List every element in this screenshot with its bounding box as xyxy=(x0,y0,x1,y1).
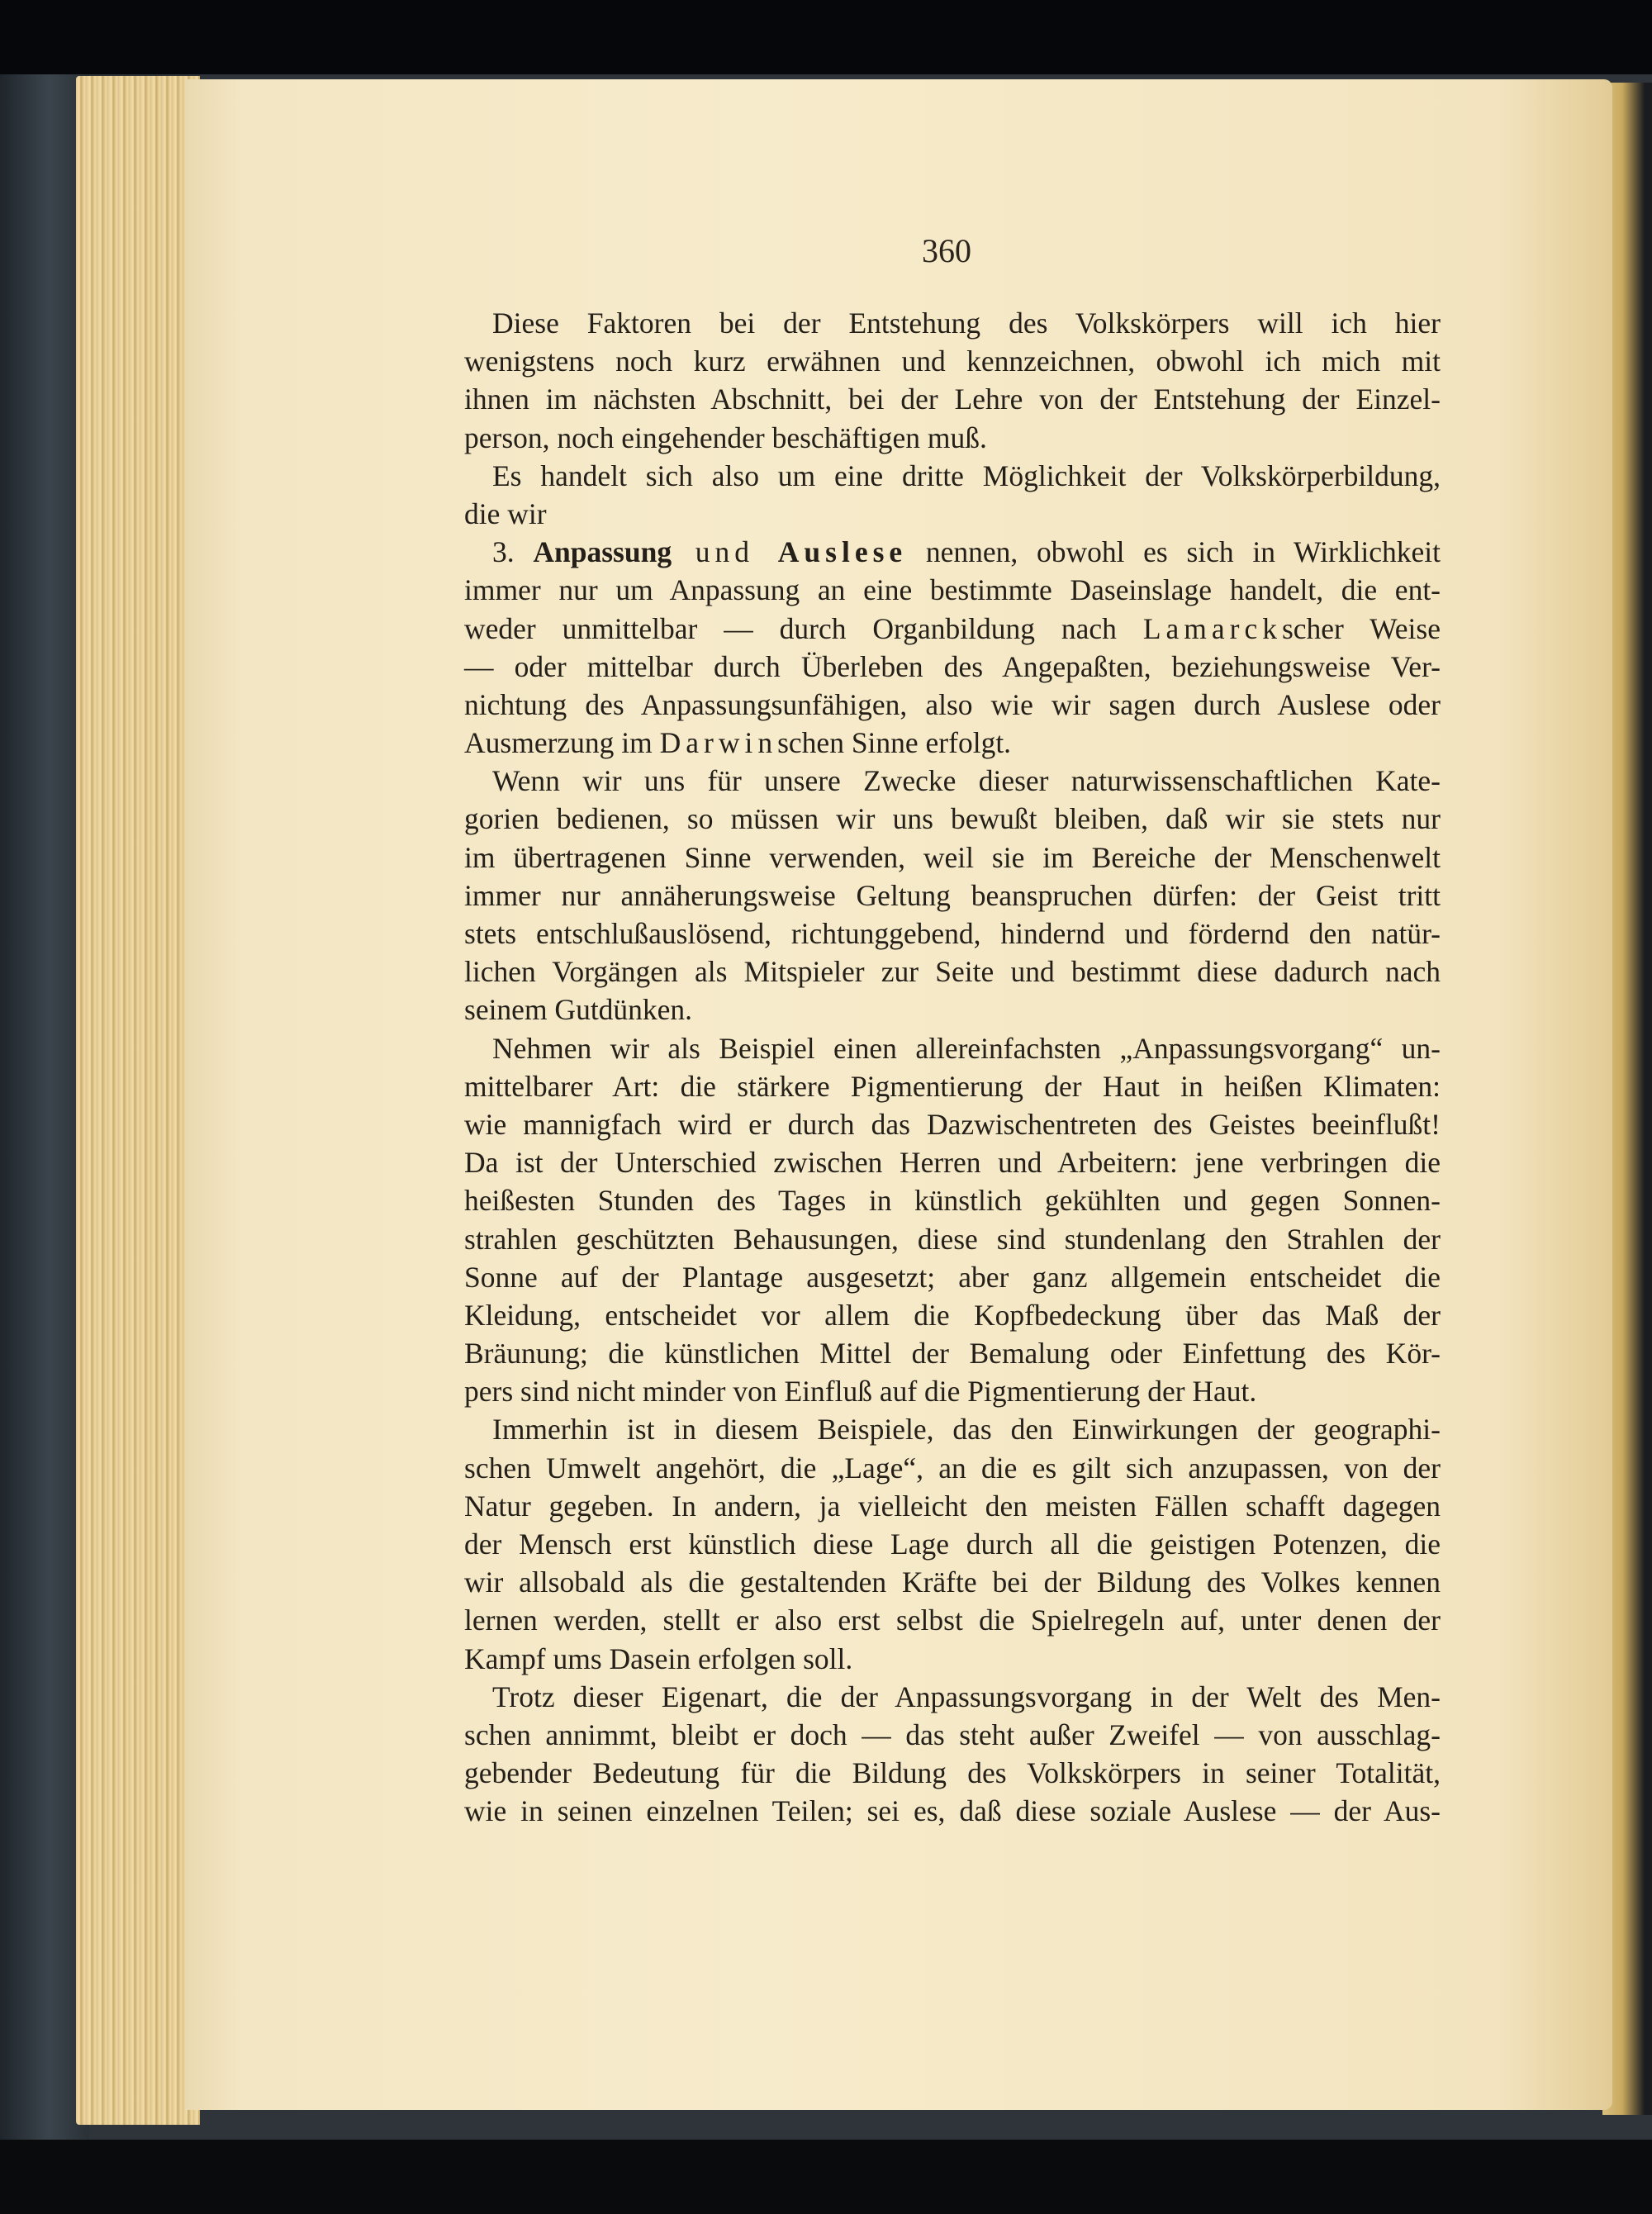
text-line: schen annimmt, bleibt er doch — das steht außer Zweifel — von ausschlag- xyxy=(464,1718,1441,1751)
text-line: die wir xyxy=(464,496,547,530)
body-text xyxy=(464,304,1441,1831)
text-line: gorien bedienen, so müssen wir uns bewußt bleiben, daß wir sie stets nur xyxy=(464,802,1441,836)
text-line: wie mannigfach wird er durch das Dazwischentreten des Geistes beeinflußt! xyxy=(464,1107,1441,1141)
text-line: Wenn wir uns für unsere Zwecke dieser naturwissenschaftlichen Kate- xyxy=(492,764,1441,798)
text-span: Darwin xyxy=(659,726,778,760)
text-line: schen Umwelt angehört, die „Lage“, an die es gilt sich anzupassen, von der xyxy=(464,1451,1441,1485)
text-span: weder unmittelbar — durch Organbildung nach xyxy=(464,611,1143,645)
text-line: heißesten Stunden des Tages in künstlich gekühlten und gegen Sonnen- xyxy=(464,1184,1441,1218)
text-span: scher Weise xyxy=(1281,611,1441,645)
text-line: seinem Gutdünken. xyxy=(464,993,693,1027)
text-line: im übertragenen Sinne verwenden, weil sie im Bereiche der Menschenwelt xyxy=(464,840,1441,874)
text-line: Da ist der Unterschied zwischen Herren und Arbeitern: jene verbringen die xyxy=(464,1146,1441,1180)
text-line: wie in seinen einzelnen Teilen; sei es, daß diese soziale Auslese — der Aus- xyxy=(464,1794,1441,1828)
text-span: schen Sinne erfolgt. xyxy=(777,726,1012,760)
text-line: stets entschlußauslösend, richtunggebend, hindernd und fördernd den natür- xyxy=(464,917,1441,950)
text-line: Sonne auf der Plantage ausgesetzt; aber ganz allgemein entscheidet die xyxy=(464,1260,1441,1294)
text-span: 3. xyxy=(492,535,534,569)
text-line: immer nur um Anpassung an eine bestimmte Daseinslage handelt, die ent- xyxy=(464,573,1441,607)
text-line: der Mensch erst künstlich diese Lage durch all die geistigen Potenzen, die xyxy=(464,1527,1441,1561)
text-line: immer nur annäherungsweise Geltung beanspruchen dürfen: der Geist tritt xyxy=(464,878,1441,912)
text-line xyxy=(464,724,1441,762)
text-line xyxy=(464,533,1441,571)
text-line: ihnen im nächsten Abschnitt, bei der Lehre von der Entstehung der Einzel- xyxy=(464,382,1441,416)
text-span: Lamarck xyxy=(1142,611,1282,645)
text-line: lernen werden, stellt er also erst selbst die Spielregeln auf, unter denen der xyxy=(464,1603,1441,1637)
page-edges xyxy=(76,76,200,2125)
text-line: Bräunung; die künstlichen Mittel der Bemalung oder Einfettung des Kör- xyxy=(464,1337,1441,1371)
page-number: 360 xyxy=(922,232,971,269)
text-line: — oder mittelbar durch Überleben des Angepaßten, beziehungsweise Ver- xyxy=(464,649,1441,683)
text-span: nennen, obwohl es sich in Wirklichkeit xyxy=(907,535,1441,569)
text-span: Ausmerzung im xyxy=(464,726,660,760)
text-line: Natur gegeben. In andern, ja vielleicht den meisten Fällen schafft dagegen xyxy=(464,1489,1441,1523)
text-line: mittelbarer Art: die stärkere Pigmentierung der Haut in heißen Klimaten: xyxy=(464,1069,1441,1103)
text-line: gebender Bedeutung für die Bildung des Volkskörpers in seiner Totalität, xyxy=(464,1756,1441,1790)
text-span: und xyxy=(672,535,778,569)
text-line: Es handelt sich also um eine dritte Möglichkeit der Volkskörperbildung, xyxy=(492,458,1441,492)
text-line: person, noch eingehender beschäftigen muß. xyxy=(464,420,987,454)
text-span: Auslese xyxy=(777,535,908,569)
text-line: Nehmen wir als Beispiel einen allereinfachsten „Anpassungsvorgang“ un- xyxy=(492,1031,1441,1065)
scan-background-top xyxy=(0,0,1652,74)
text-span: Anpassung xyxy=(533,535,672,569)
text-line: Diese Faktoren bei der Entstehung des Volkskörpers will ich hier xyxy=(492,306,1441,340)
text-line: wenigstens noch kurz erwähnen und kennzeichnen, obwohl ich mich mit xyxy=(464,344,1441,378)
text-line xyxy=(464,610,1441,648)
scan-background-bottom xyxy=(0,2140,1652,2214)
text-line: Kampf ums Dasein erfolgen soll. xyxy=(464,1641,853,1675)
text-line: strahlen geschützten Behausungen, diese sind stundenlang den Strahlen der xyxy=(464,1222,1441,1256)
text-line: Trotz dieser Eigenart, die der Anpassungsvorgang in der Welt des Men- xyxy=(492,1680,1441,1713)
text-line: lichen Vorgängen als Mitspieler zur Seite und bestimmt diese dadurch nach xyxy=(464,955,1441,989)
text-line: nichtung des Anpassungsunfähigen, also wie wir sagen durch Auslese oder xyxy=(464,687,1441,721)
text-line: wir allsobald als die gestaltenden Kräfte bei der Bildung des Volkes kennen xyxy=(464,1565,1441,1599)
text-line: Kleidung, entscheidet vor allem die Kopfbedeckung über das Maß der xyxy=(464,1298,1441,1332)
text-line: pers sind nicht minder von Einfluß auf die Pigmentierung der Haut. xyxy=(464,1375,1257,1409)
text-line: Immerhin ist in diesem Beispiele, das den Einwirkungen der geographi- xyxy=(492,1413,1441,1447)
